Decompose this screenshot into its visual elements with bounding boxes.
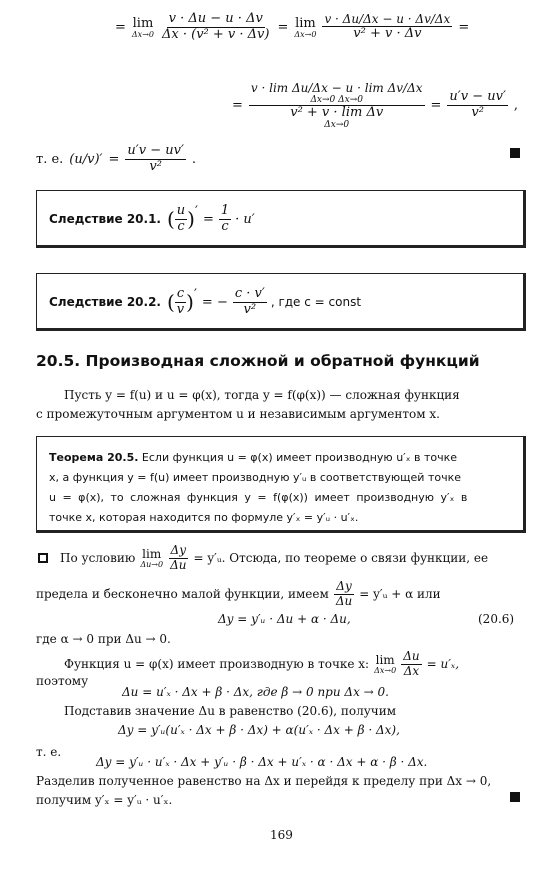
equation-line-1 — [115, 12, 469, 43]
proof-line-2: предела и бесконечно малой функции, имеем $\frac{\Delta y}{\Delta u}$ = y′ᵤ + α или — [36, 579, 441, 608]
corollary-20-1-box — [36, 190, 526, 248]
te-label: т. е. — [36, 151, 64, 167]
qed-square-icon — [510, 792, 520, 802]
page-number: 169 — [270, 828, 293, 842]
limit-operator: lim Δx→0 — [131, 15, 154, 39]
equation-line-2: = v · lim Δu/Δx − u · lim Δv/Δx Δx→0 Δx→0 v² + v · lim Δv Δx→0 = $\frac{u'v - uv'}{\text{v²}}$ , — [232, 81, 519, 130]
proof-line-7: т. е. — [36, 745, 62, 759]
fraction-result: $\frac{u'v - uv'}{\text{v²}}$ — [127, 143, 184, 174]
proof-line-8: Разделив полученное равенство на Δx и перейдя к пределу при Δx → 0, — [36, 774, 492, 788]
corollary-formula: ( $\frac{c}{v}$ ) ′ = − $\frac{c \cdot v'}{\text{v²}}$ , где c = const — [166, 286, 362, 317]
equals-sign: = — [115, 19, 126, 35]
corollary-formula: ( $\frac{u}{c}$ ) ′ = $\frac{1}{c}$ · u′ — [166, 203, 255, 234]
fraction-limits: v · lim Δu/Δx − u · lim Δv/Δx Δx→0 Δx→0 v² + v · lim Δv Δx→0 — [250, 81, 423, 130]
section-heading: 20.5. Производная сложной и обратной функций — [36, 352, 480, 370]
corollary-20-2-box — [36, 273, 526, 331]
equals-sign: = — [232, 98, 243, 114]
equation-expanded: Δy = y′ᵤ · u′ₓ · Δx + y′ᵤ · β · Δx + u′ₓ · α · Δx + α · β · Δx. — [96, 755, 428, 769]
intro-line-1: Пусть y = f(u) и u = φ(x), тогда y = f(φ(x)) — сложная функция — [64, 388, 460, 402]
proof-line-9: получим y′ₓ = y′ᵤ · u′ₓ. — [36, 793, 173, 807]
theorem-20-5-box — [36, 436, 526, 533]
corollary-label: Следствие 20.1. — [49, 212, 161, 227]
proof-start-square-icon — [38, 553, 48, 563]
equals-sign: = — [430, 98, 442, 114]
equation-20-6: Δy = y′ᵤ · Δu + α · Δu, — [218, 612, 351, 626]
proof-line-6: Подставив значение Δu в равенство (20.6), получим — [64, 704, 397, 718]
equation-number: (20.6) — [478, 612, 515, 626]
fraction-2: $\frac{v \cdot \Delta u/\Delta x - u \cdot \Delta v/\Delta x}{\text{v² + v · Δv}}$ — [324, 11, 451, 42]
equals-sign: = — [458, 19, 470, 35]
theorem-label: Теорема 20.5. — [49, 451, 139, 464]
equals-sign: = — [277, 19, 289, 35]
equation-delta-u: Δu = u′ₓ · Δx + β · Δx, где β → 0 при Δx → 0. — [122, 685, 389, 699]
intro-line-2: с промежуточным аргументом u и независимым аргументом x. — [36, 407, 440, 421]
theorem-text: Теорема 20.5. Если функция u = φ(x) имеет производную u′ₓ в точке x, а функция y = f(u) имеет производную y′ᵤ в соответствующей точке u = φ(x), то сложная функция y = f(φ(x)) имеет производную y′ₓ в точке x, которая находится по формуле y′ₓ = y′ᵤ · u′ₓ. — [49, 451, 468, 524]
corollary-label: Следствие 20.2. — [49, 295, 161, 310]
proof-line-5: поэтому — [36, 674, 89, 688]
equation-conclusion: т. е. (u/v)′ = $\frac{u'v - uv'}{\text{v²}}$ . — [36, 143, 197, 174]
fraction-1: $\frac{v \cdot \Delta u - u \cdot \Delta v}{\text{Δx · (v² + v · Δv)}}$ — [162, 11, 270, 42]
fraction-result: $\frac{u'v - uv'}{\text{v²}}$ — [449, 89, 506, 121]
qed-square-icon — [510, 148, 520, 158]
equation-substituted: Δy = y′ᵤ(u′ₓ · Δx + β · Δx) + α(u′ₓ · Δx + β · Δx), — [118, 723, 400, 737]
quotient-derivative: (u/v)′ — [69, 151, 103, 167]
proof-line-3: где α → 0 при Δu → 0. — [36, 632, 171, 646]
proof-line-4: Функция u = φ(x) имеет производную в точке x: lim Δx→0 $\frac{\Delta u}{\Delta x}$ = u′ₓ, — [64, 649, 460, 678]
limit-operator: lim Δx→0 — [294, 15, 317, 39]
proof-line-1: По условию lim Δu→0 $\frac{\Delta y}{\Delta u}$ = y′ᵤ. Отсюда, по теореме о связи функции, ее — [60, 543, 489, 572]
